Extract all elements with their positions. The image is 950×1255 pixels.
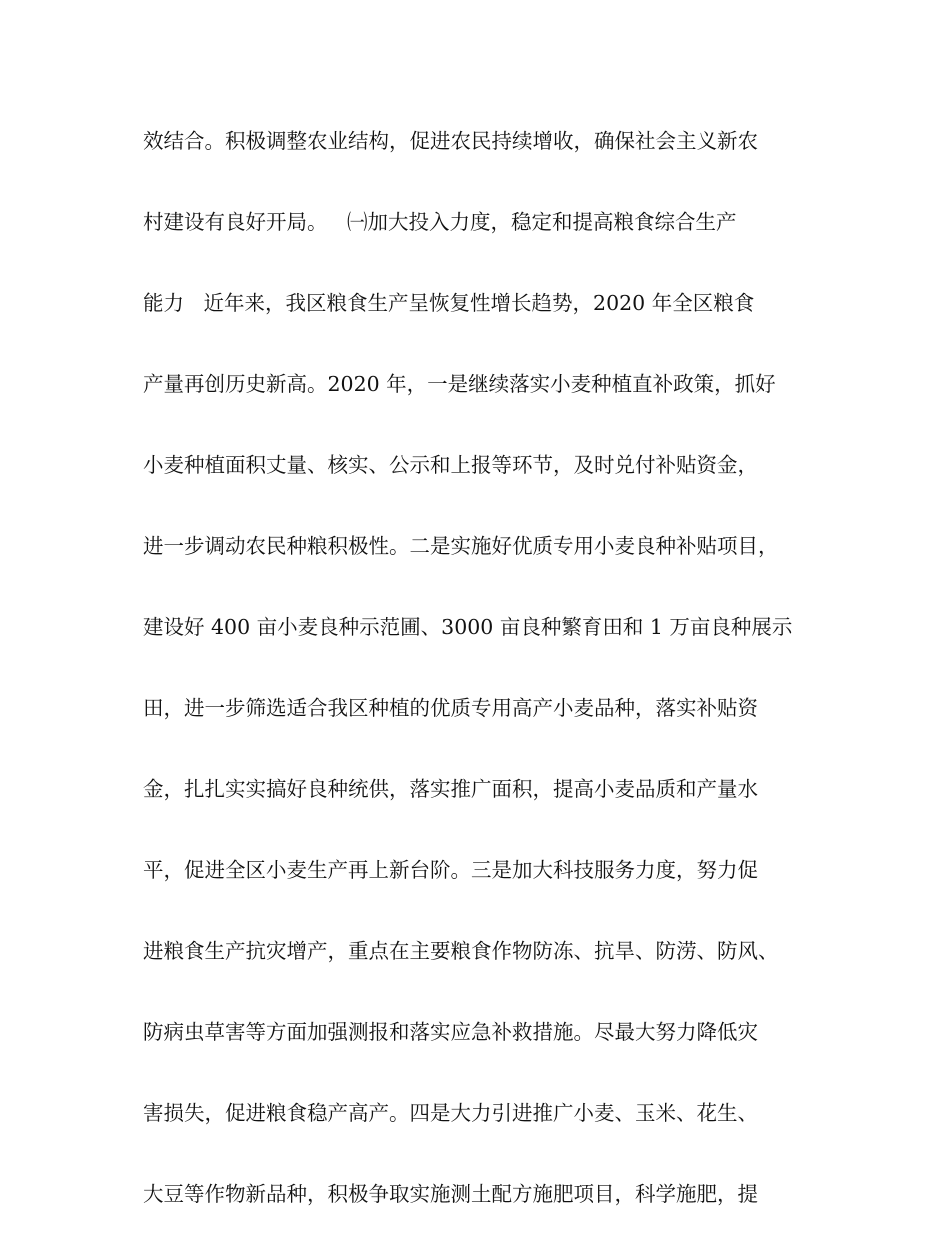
text-line: 大豆等作物新品种，积极争取实施测土配方施肥项目，科学施肥，提	[143, 1182, 758, 1206]
text-line: 平，促进全区小麦生产再上新台阶。三是加大科技服务力度，努力促	[143, 858, 758, 882]
text-line: 村建设有良好开局。 ㈠加大投入力度，稳定和提高粮食综合生产	[143, 210, 737, 234]
text-line: 防病虫草害等方面加强测报和落实应急补救措施。尽最大努力降低灾	[143, 1020, 758, 1044]
body-paragraph	[143, 121, 833, 1255]
text-line: 进一步调动农民种粮积极性。二是实施好优质专用小麦良种补贴项目，	[143, 534, 779, 558]
text-line: 金，扎扎实实搞好良种统供，落实推广面积，提高小麦品质和产量水	[143, 777, 758, 801]
text-line: 进粮食生产抗灾增产，重点在主要粮食作物防冻、抗旱、防涝、防风、	[143, 939, 779, 963]
text-line: 小麦种植面积丈量、核实、公示和上报等环节，及时兑付补贴资金，	[143, 453, 758, 477]
text-line: 能力 近年来，我区粮食生产呈恢复性增长趋势，2020 年全区粮食	[143, 291, 755, 315]
text-line: 建设好 400 亩小麦良种示范圃、3000 亩良种繁育田和 1 万亩良种展示	[143, 615, 793, 639]
text-line: 效结合。积极调整农业结构，促进农民持续增收，确保社会主义新农	[143, 129, 758, 153]
text-line: 田，进一步筛选适合我区种植的优质专用高产小麦品种，落实补贴资	[143, 696, 758, 720]
text-line: 害损失，促进粮食稳产高产。四是大力引进推广小麦、玉米、花生、	[143, 1101, 758, 1125]
text-line: 产量再创历史新高。2020 年，一是继续落实小麦种植直补政策，抓好	[143, 372, 776, 396]
